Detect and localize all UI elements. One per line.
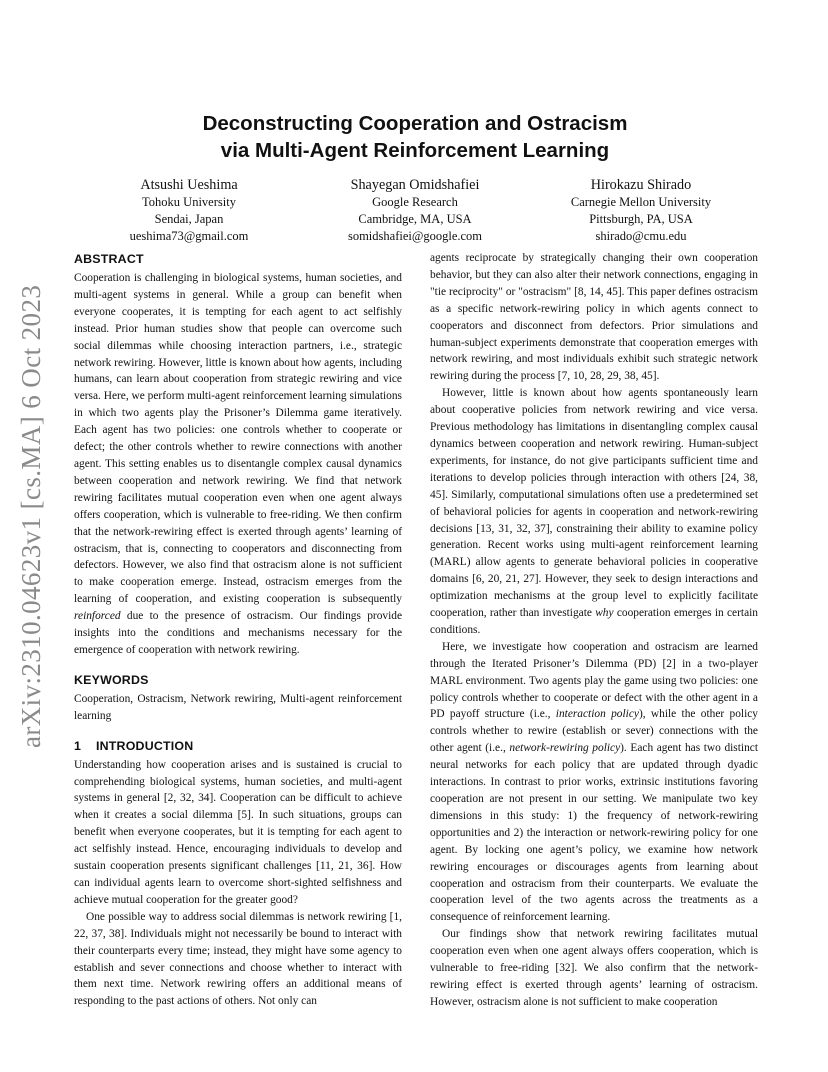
introduction-heading [74, 737, 402, 755]
author-block [74, 176, 756, 246]
author-2 [300, 176, 530, 245]
arxiv-identifier: arXiv:2310.04623v1 [cs.MA] 6 Oct 2023 [16, 284, 46, 748]
title-line-1: Deconstructing Cooperation and Ostracism [202, 112, 628, 135]
author-affiliation: Tohoku University [142, 195, 236, 209]
intro-paragraph-2: One possible way to address social dilemmas is network rewiring [1, 22, 37, 38]. Individuals might not necessarily be bound to interact with their counterparts every time; instead, they might have some agency to establish and sever connections and choose whether to interact with them next time. Network rewiring offers an additional means of responding to the past actions of others. Not only can [74, 910, 402, 1008]
right-paragraph-3: Here, we investigate how cooperation and ostracism are learned through the Iterated Prisoner’s Dilemma (PD) [2] in a two-player MARL environment. Two agents play the game using two policies: one policy controls whether to cooperate or defect with the other agent in a PD payoff structure (i.e., interaction policy), while the other policy controls whether to rewire (establish or sever) connections with the other agent (i.e., network-rewiring policy). Each agent has two distinct neural networks for each policy that are updated through dyadic interactions. In contrast to prior works, extrinsic institutions favoring cooperation are not present in our setting. We manipulate two key dimensions in this study: 1) the frequency of network-rewiring opportunities and 2) the interaction or network-rewiring policy for one agent. By locking one agent’s policy, we examine how network rewiring encourages or discourages agents from learning about cooperation and ostracism from their counterparts. We evaluate the cooperation level of the two agents across the treatments as a consequence of reinforcement learning. [430, 640, 758, 924]
paper-title [74, 110, 756, 164]
author-location: Pittsburgh, PA, USA [589, 212, 693, 226]
author-name: Shayegan Omidshafiei [350, 177, 480, 193]
author-email[interactable]: ueshima73@gmail.com [129, 229, 249, 243]
right-paragraph-1: agents reciprocate by strategically changing their own cooperation behavior, but they can also alter their network connections, engaging in "tie reciprocity" or "ostracism" [8, 14, 45]. This paper defines ostracism as a specific network-rewiring policy in which agents connect to cooperators and disconnect from defectors. Prior simulations and human-subject experiments demonstrate that cooperation emerges with network rewiring, and most individuals exhibit such strategic network rewiring during the process [7, 10, 28, 29, 38, 45]. [430, 252, 758, 383]
author-affiliation: Google Research [372, 195, 458, 209]
intro-paragraph-1: Understanding how cooperation arises and is sustained is crucial to comprehending biological systems, human societies, and multi-agent systems in general [2, 32, 34]. Cooperation can be difficult to achieve when it creates a social dilemma [5]. In such situations, groups can benefit when everyone cooperates, but it is tempting for each agent to act selfishly instead. Hence, encouraging individuals to develop and sustain cooperation presents significant challenges [11, 21, 36]. How can individual agents learn to overcome short-sighted selfishness and achieve mutual cooperation for the greater good? [74, 758, 402, 906]
author-1 [74, 176, 304, 245]
right-paragraph-2: However, little is known about how agents spontaneously learn about cooperative policies from network rewiring and vice versa. Previous methodology has limitations in disentangling complex causal dynamics between cooperation and network rewiring. Human-subject experiments, for instance, do not give participants sufficient time and iterations to develop policies through interaction with others [24, 38, 45]. Similarly, computational simulations often use a predetermined set of behavioral policies for agents in cooperation and network-rewiring decisions [13, 31, 32, 37], constraining their ability to examine policy generation. Recent works using multi-agent reinforcement learning (MARL) allow agents to generate behavioral policies in cooperative domains [6, 20, 21, 27]. However, they seek to design interactions and optimization mechanisms at the group level to explicitly facilitate cooperation, rather than investigate why cooperation emerges in certain conditions. [430, 387, 758, 636]
left-column [74, 250, 402, 1010]
right-column [430, 250, 758, 1011]
abstract-heading: ABSTRACT [74, 252, 144, 266]
abstract-text: Cooperation is challenging in biological systems, human societies, and multi-agent systems in general. While a group can benefit when everyone cooperates, it is tempting for each agent to act selfishly instead. Prior human studies show that people can overcome such social dilemmas while choosing interaction partners, i.e., strategic network rewiring. However, little is known about how agents, including humans, can learn about cooperation from strategic rewiring and vice versa. Here, we perform multi-agent reinforcement learning simulations in which two agents play the Prisoner’s Dilemma game iteratively. Each agent has two policies: one controls whether to cooperate or defect; the other controls whether to rewire connections with another agent. This setting enables us to disentangle complex causal dynamics between cooperation and network rewiring. We find that network rewiring facilitates mutual cooperation even when one agent always offers cooperation, which is vulnerable to free-riding. We then confirm that the network-rewiring effect is exerted through agents’ learning of ostracism, that is, connecting to cooperators and disconnecting from defectors. However, we also find that ostracism alone is not sufficient to make cooperation emerge. Instead, ostracism emerges from the learning of cooperation, and existing cooperation is subsequently reinforced due to the presence of ostracism. Our findings provide insights into the conditions and mechanisms necessary for the emergence of cooperation with network rewiring. [74, 272, 402, 656]
keywords-heading: KEYWORDS [74, 672, 149, 687]
right-paragraph-4: Our findings show that network rewiring facilitates mutual cooperation even when one agent always offers cooperation, which is vulnerable to free-riding [32]. We also confirm that the network-rewiring effect is exerted through agents’ learning of ostracism. However, ostracism alone is not sufficient to make cooperation [430, 928, 758, 1008]
author-name: Hirokazu Shirado [590, 177, 692, 193]
author-affiliation: Carnegie Mellon University [570, 195, 712, 209]
author-name: Atsushi Ueshima [140, 177, 238, 193]
section-number: 1 [74, 738, 82, 753]
author-email[interactable]: shirado@cmu.edu [595, 229, 687, 243]
section-title: INTRODUCTION [96, 738, 194, 753]
author-3 [526, 176, 756, 245]
author-email[interactable]: somidshafiei@google.com [347, 229, 483, 243]
title-line-2: via Multi-Agent Reinforcement Learning [220, 139, 610, 162]
author-location: Cambridge, MA, USA [358, 212, 472, 226]
author-location: Sendai, Japan [154, 212, 224, 226]
keywords-text: Cooperation, Ostracism, Network rewiring, Multi-agent reinforcement learning [74, 692, 402, 722]
